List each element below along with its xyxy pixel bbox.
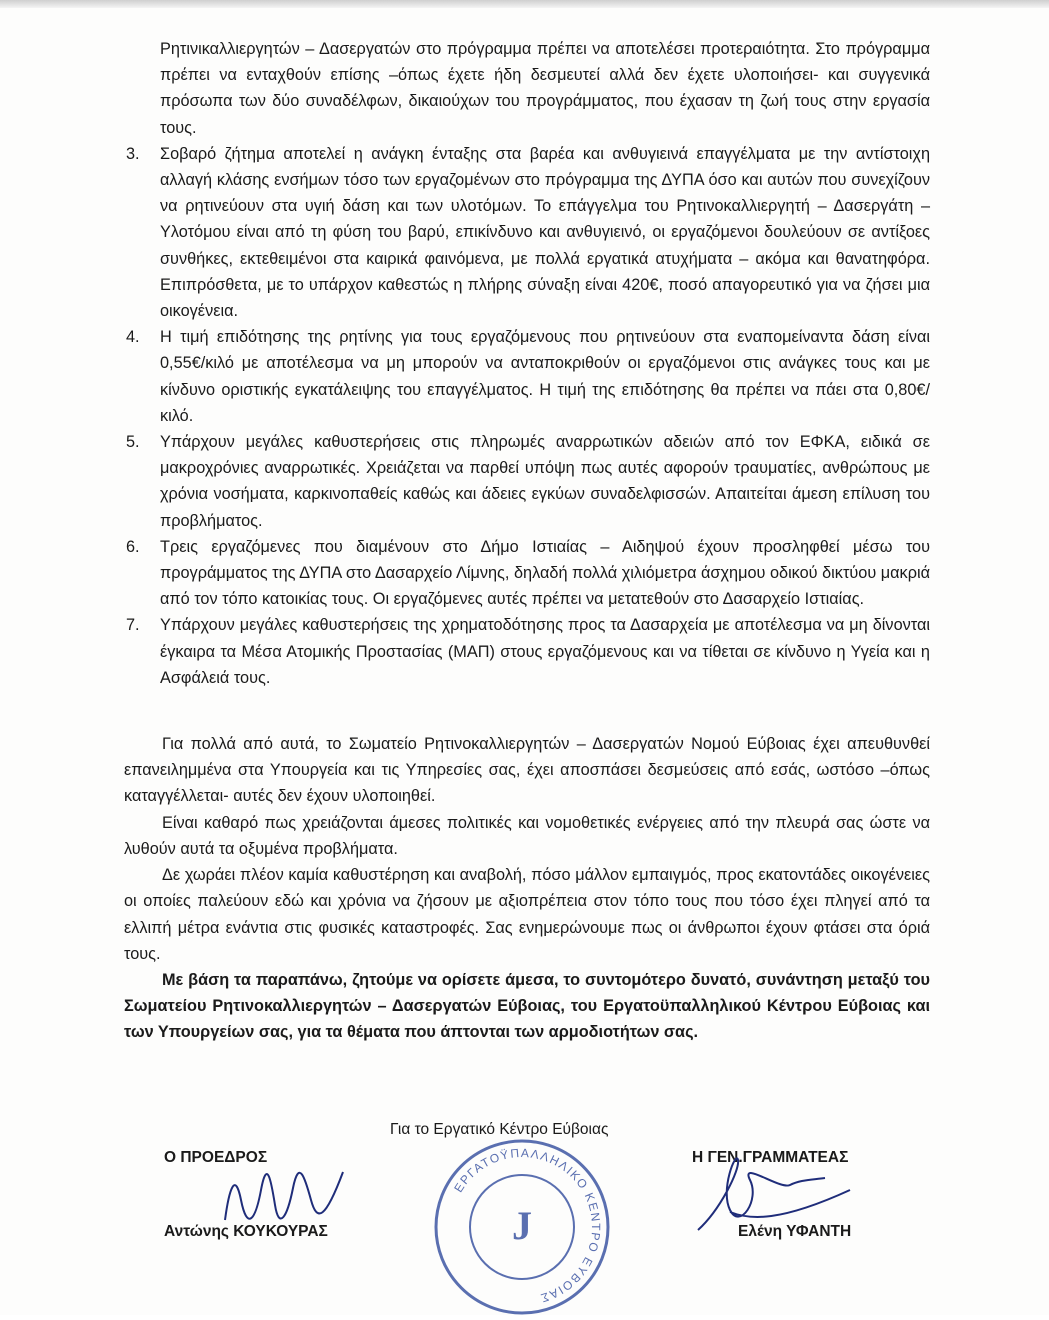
list-item [124, 324, 930, 429]
list-item-text: Υπάρχουν μεγάλες καθυστερήσεις της χρηματοδότησης προς τα Δασαρχεία με αποτέλεσμα να μη δίνονται έγκαιρα τα Μέσα Ατομικής Προστασίας (ΜΑΠ) στους εργαζόμενους και να τίθεται σε κίνδυνο η Υγεία και η Ασφάλειά τους. [160, 616, 930, 687]
intro-paragraph: Ρητινικαλλιεργητών – Δασεργατών στο πρόγραμμα πρέπει να αποτελέσει προτεραιότητα. Στο πρόγραμμα πρέπει να ενταχθούν επίσης –όπως έχετε ήδη δεσμευτεί αλλά δεν έχετε υλοποιήσει- και συγγενικά πρόσωπα των δύο συναδέλφων, δικαιούχων του προγράμματος, που έχασαν τη ζωή τους στην εργασία τους. [160, 40, 930, 137]
demand-paragraph: Με βάση τα παραπάνω, ζητούμε να ορίσετε άμεσα, το συντομότερο δυνατό, συνάντηση μεταξύ του Σωματείου Ρητινοκαλλιεργητών – Δασεργατών Εύβοιας, του Εργατοϋπαλληλικού Κέντρου Εύβοιας και των Υπουργείων σας, για τα θέματα που άπτονται των αρμοδιοτήτων σας. [124, 970, 930, 1042]
list-item-text: Σοβαρό ζήτημα αποτελεί η ανάγκη ένταξης στα βαρέα και ανθυγιεινά επαγγέλματα με την αντίστοιχη αλλαγή κλάσης ενσήμων τόσο των εργαζομένων στο πρόγραμμα της ΔΥΠΑ όσο και αυτών που συνεχίζουν να ρητινεύουν στα υγιή δάση και των υλοτόμων. Το επάγγελμα του Ρητινοκαλλιεργητή – Δασεργάτη – Υλοτόμου είναι από τη φύση του βαρύ, επικίνδυνο και ανθυγιεινό, οι εργαζόμενοι δουλεύουν σε αντίξοες συνθήκες, εκτεθειμένοι στα καιρικά φαινόμενα, με πολλά εργατικά ατυχήματα – ακόμα και θανατηφόρα. Επιπρόσθετα, με το υπάρχον καθεστώς η πλήρης σύναξη είναι 420€, ποσό απαγορευτικό για να ζήσει μια οικογένεια. [160, 144, 930, 321]
body-paragraph: Για πολλά από αυτά, το Σωματείο Ρητινοκαλλιεργητών – Δασεργατών Νομού Εύβοιας έχει απευθυνθεί επανειλημμένα στα Υπουργεία και τις Υπηρεσίες σας, έχει αποσπάσει δεσμεύσεις από εσάς, ωστόσο –όπως καταγγέλλεται- αυτές δεν έχουν υλοποιηθεί. [124, 735, 930, 806]
president-title: Ο ΠΡΟΕΔΡΟΣ [164, 1149, 268, 1166]
secretary-name: Ελένη ΥΦΑΝΤΗ [738, 1223, 852, 1240]
numbered-list [124, 141, 930, 691]
stamp-center-mark: J [512, 1203, 532, 1248]
list-item-text: Η τιμή επιδότησης της ρητίνης για τους εργαζόμενους που ρητινεύουν στα εναπομείναντα δάση είναι 0,55€/κιλό με αποτέλεσμα να μη μπορούν να ανταποκριθούν οι εργαζόμενοι στις ανάγκες τους και με κίνδυνο οριστικής εγκατάλειψης του επαγγέλματος. Η τιμή της επιδότησης θα πρέπει να πάει στα 0,80€/κιλό. [160, 328, 930, 425]
secretary-signature [690, 1150, 860, 1240]
body-paragraph: Δε χωράει πλέον καμία καθυστέρηση και αναβολή, πόσο μάλλον εμπαιγμός, προς εκατοντάδες οικογένειες οι οποίες παλεύουν εδώ και χρόνια να ζήσουν με αξιοπρέπεια στον τόπο τους που τόσο έχει πληγεί από τα ελλιπή μέτρα ενάντια στις φυσικές καταστροφές. Σας ενημερώνουμε πως οι άνθρωποι έχουν φτάσει στα όριά τους. [124, 866, 930, 963]
secretary-title: Η ΓΕΝ.ΓΡΑΜΜΑΤΕΑΣ [692, 1149, 849, 1166]
list-item-number: 4. [126, 328, 140, 347]
list-item-number: 6. [126, 537, 140, 556]
org-heading: Για το Εργατικό Κέντρο Εύβοιας [390, 1121, 609, 1138]
president-signature [215, 1160, 355, 1230]
body-paragraph: Είναι καθαρό πως χρειάζονται άμεσες πολιτικές και νομοθετικές ενέργειες από την πλευρά σας ώστε να λυθούν αυτά τα οξυμένα προβλήματα. [124, 813, 930, 858]
list-item [124, 429, 930, 534]
list-item-number: 5. [126, 433, 140, 452]
spacer [124, 691, 930, 731]
president-name: Αντώνης ΚΟΥΚΟΥΡΑΣ [164, 1223, 328, 1240]
list-item [124, 612, 930, 691]
official-stamp [430, 1135, 615, 1320]
scan-top-edge [0, 0, 1049, 8]
list-item-number: 3. [126, 144, 140, 163]
list-item [124, 141, 930, 324]
list-item [124, 534, 930, 613]
list-item-text: Υπάρχουν μεγάλες καθυστερήσεις στις πληρωμές αναρρωτικών αδειών από τον ΕΦΚΑ, ειδικά σε μακροχρόνιες αναρρωτικές. Χρειάζεται να παρθεί υπόψη πως αυτές αφορούν τραυματίες, ανθρώπους με χρόνια νοσήματα, καρκινοπαθείς καθώς και άδειες εγκύων συναδελφισσών. Απαιτείται άμεση επίλυση του προβλήματος. [160, 433, 930, 530]
list-item-text: Τρεις εργαζόμενες που διαμένουν στο Δήμο Ιστιαίας – Αιδηψού έχουν προσληφθεί μέσω του προγράμματος της ΔΥΠΑ στο Δασαρχείο Λίμνης, δηλαδή πολλά χιλιόμετρα άσχημου οδικού δικτύου μακριά από τον τόπο κατοικίας τους. Οι εργαζόμενες αυτές πρέπει να μετατεθούν στο Δασαρχείο Ιστιαίας. [160, 537, 930, 609]
list-item-number: 7. [126, 616, 140, 635]
stamp-ring-text: ΕΡΓΑΤΟΫΠΑΛΛΗΛΙΚΟ ΚΕΝΤΡΟ ΕΥΒΟΙΑΣ [451, 1145, 604, 1306]
letter-body [124, 36, 930, 1046]
